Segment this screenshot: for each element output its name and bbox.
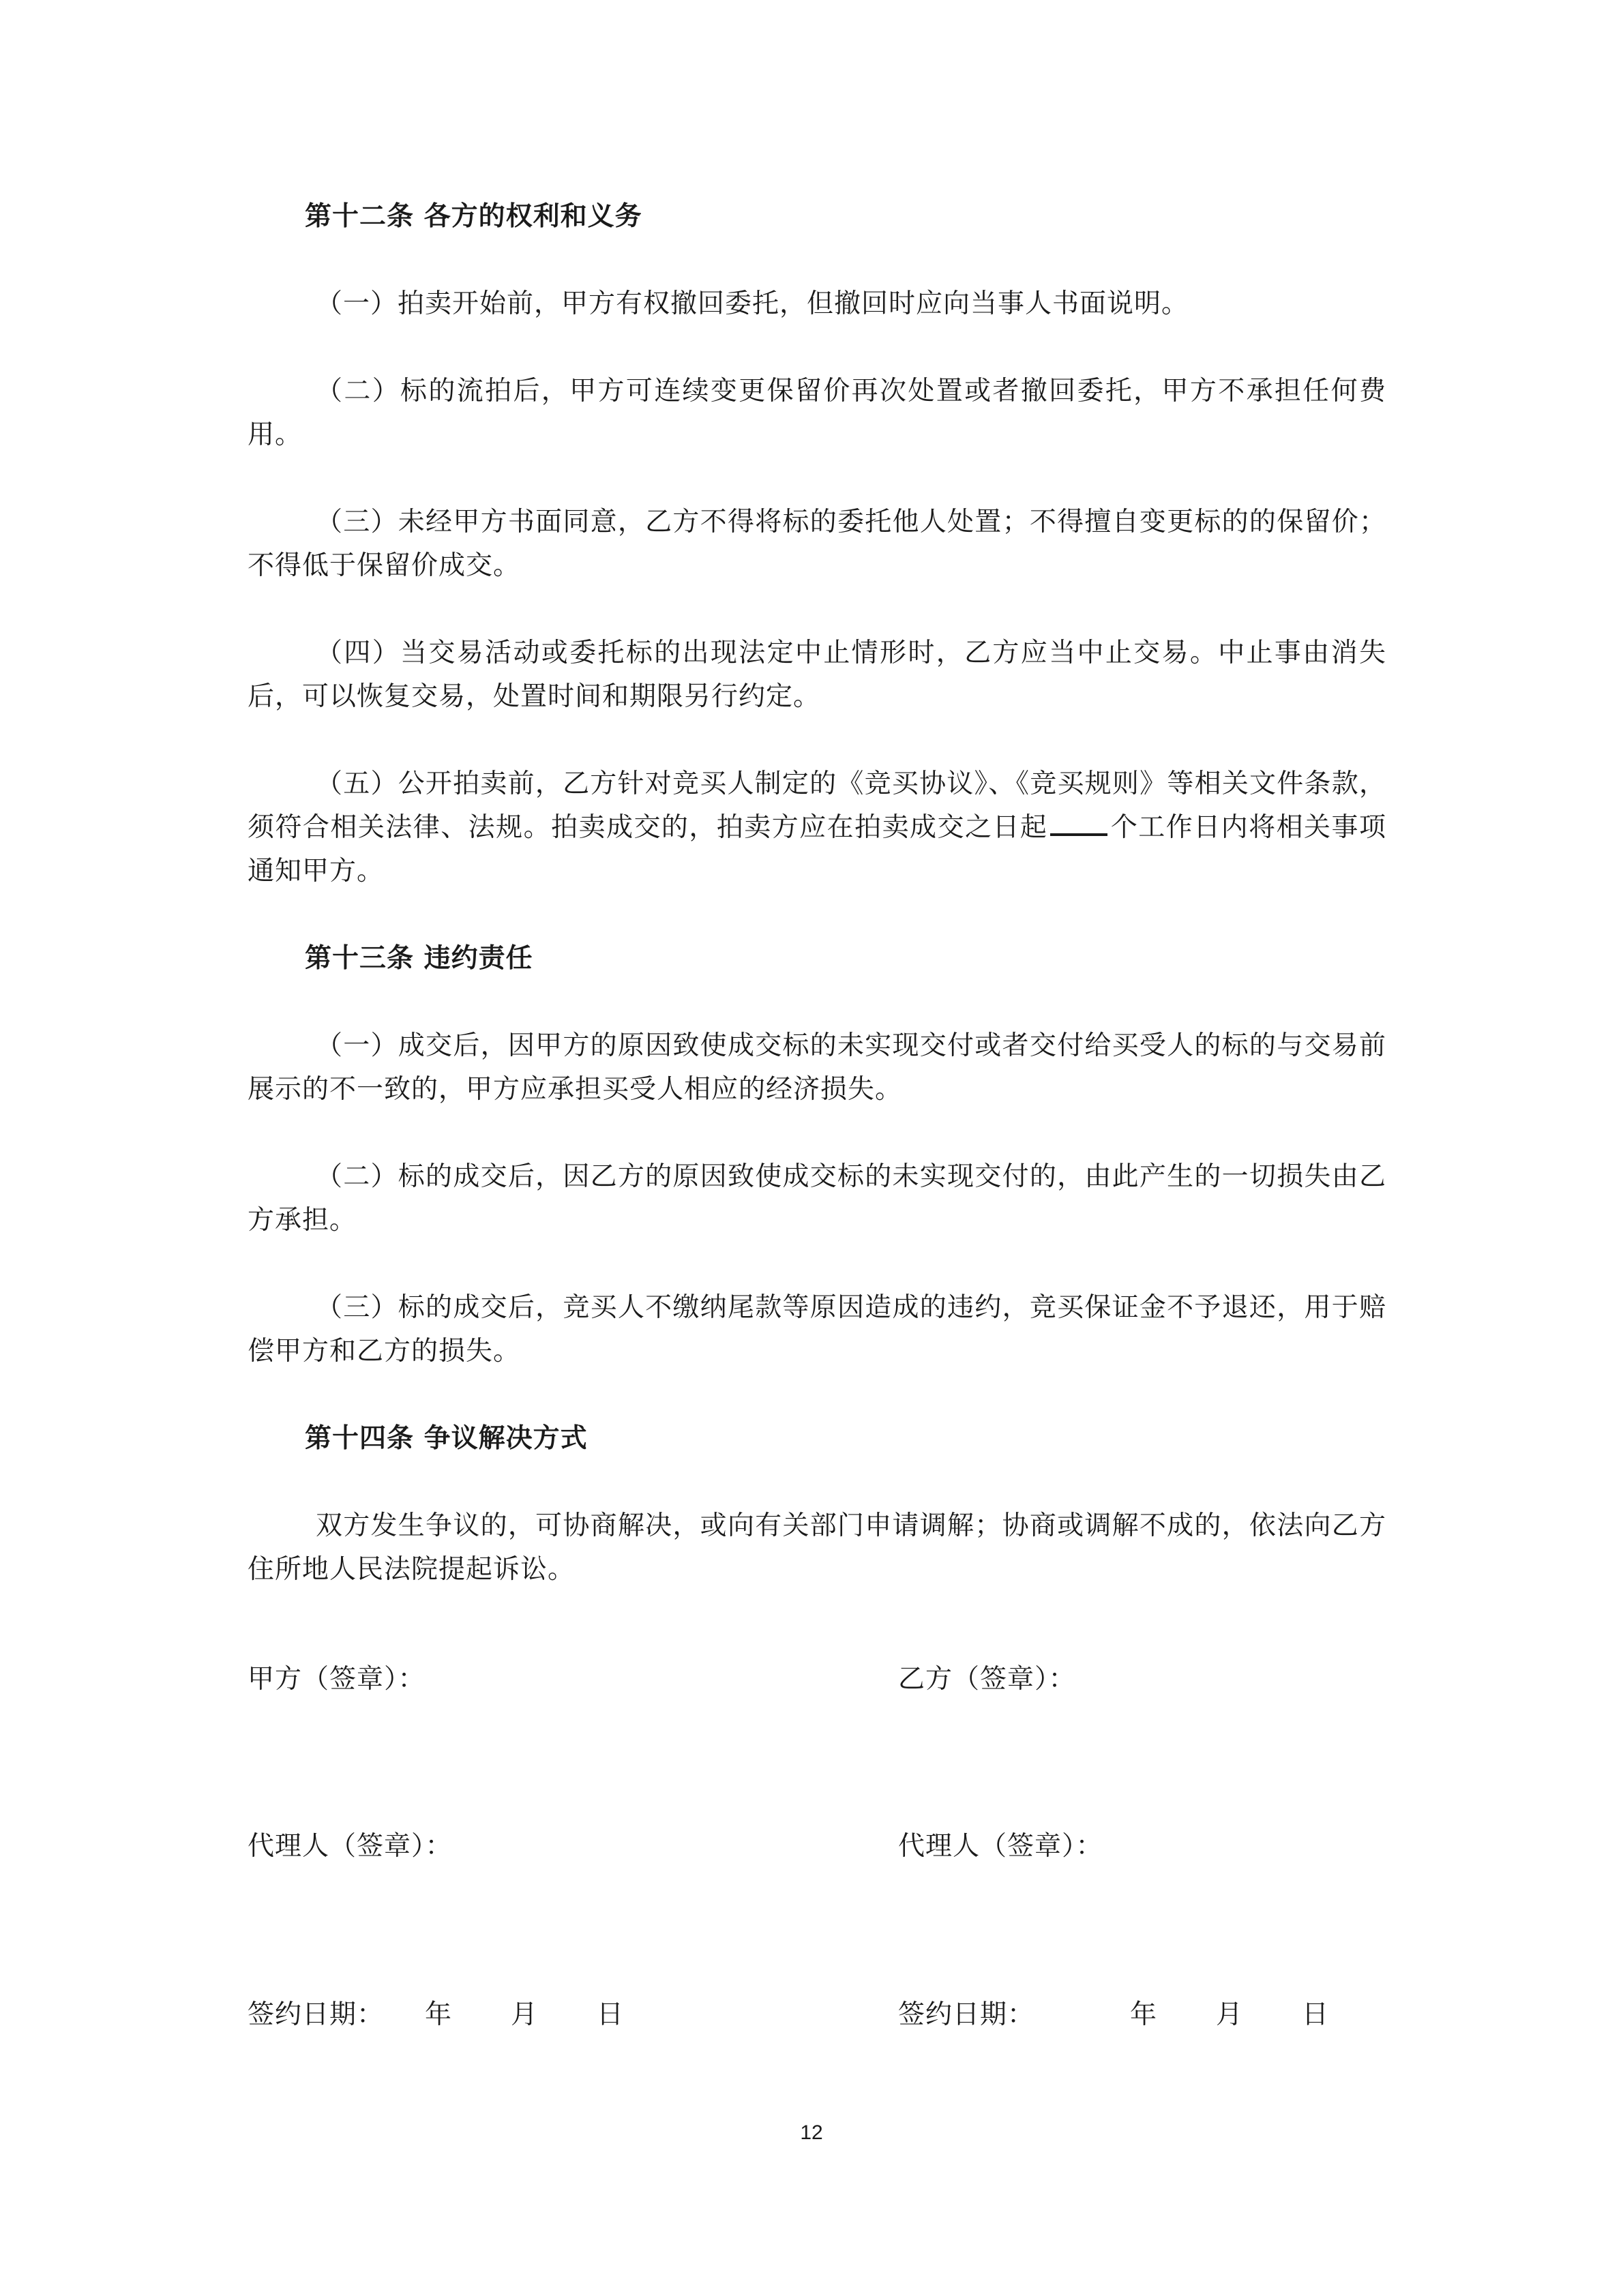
contract-body [248, 195, 1386, 1635]
date-year: 年 [425, 1999, 453, 2030]
date-day: 日 [1302, 1999, 1330, 2030]
fill-in-blank [1050, 809, 1107, 836]
article-13-clause-3: （三）标的成交后，竞买人不缴纳尾款等原因造成的违约，竞买保证金不予退还，用于赔偿甲方和乙方的损失。 [248, 1292, 1386, 1367]
date-label: 签约日期： [898, 1999, 1035, 2030]
article-14-heading: 第十四条 争议解决方式 [305, 1423, 588, 1454]
page-number: 12 [800, 2121, 823, 2144]
article-12-clause-5-part-1: （五）公开拍卖前，乙方针对竞买人制定的《竞买协议》、《竞买规则》等相关文件条款，须符合相关法律、法规。拍卖成交的，拍卖方应在拍卖成交之日起 [248, 769, 1386, 843]
date-label: 签约日期： [248, 1999, 385, 2030]
article-13-clause-2: （二）标的成交后，因乙方的原因致使成交标的未实现交付的，由此产生的一切损失由乙方承担。 [248, 1161, 1386, 1236]
agent-a-signature-label: 代理人（签章）： [248, 1831, 453, 1862]
date-day: 日 [597, 1999, 625, 2030]
party-b-signing-date [898, 1993, 1329, 2037]
article-12-clause-4: （四）当交易活动或委托标的出现法定中止情形时，乙方应当中止交易。中止事由消失后，可以恢复交易，处置时间和期限另行约定。 [248, 638, 1386, 712]
article-12-clause-3: （三）未经甲方书面同意，乙方不得将标的委托他人处置；不得擅自变更标的的保留价；不得低于保留价成交。 [248, 507, 1386, 581]
date-month: 月 [1216, 1999, 1244, 2030]
date-year: 年 [1130, 1999, 1158, 2030]
article-12-clause-5 [248, 762, 1386, 893]
article-13-clause-1: （一）成交后，因甲方的原因致使成交标的未实现交付或者交付给买受人的标的与交易前展示的不一致的，甲方应承担买受人相应的经济损失。 [248, 1030, 1386, 1105]
article-12-clause-5-part-2: 个工作日内将相关事项通知甲方。 [248, 812, 1386, 886]
article-12-heading: 第十二条 各方的权利和义务 [305, 201, 642, 232]
article-13-heading: 第十三条 违约责任 [305, 943, 533, 974]
party-b-signature-label: 乙方（签章）： [898, 1664, 1076, 1695]
article-12-clause-1: （一）拍卖开始前，甲方有权撤回委托，但撤回时应向当事人书面说明。 [316, 288, 1189, 319]
agent-b-signature-label: 代理人（签章）： [898, 1831, 1103, 1862]
party-a-signing-date [248, 1993, 624, 2037]
party-a-signature-label: 甲方（签章）： [248, 1664, 426, 1695]
article-14-clause-1: 双方发生争议的，可协商解决，或向有关部门申请调解；协商或调解不成的，依法向乙方住所地人民法院提起诉讼。 [248, 1510, 1386, 1585]
article-12-clause-2: （二）标的流拍后，甲方可连续变更保留价再次处置或者撤回委托，甲方不承担任何费用。 [248, 376, 1386, 450]
date-month: 月 [511, 1999, 539, 2030]
